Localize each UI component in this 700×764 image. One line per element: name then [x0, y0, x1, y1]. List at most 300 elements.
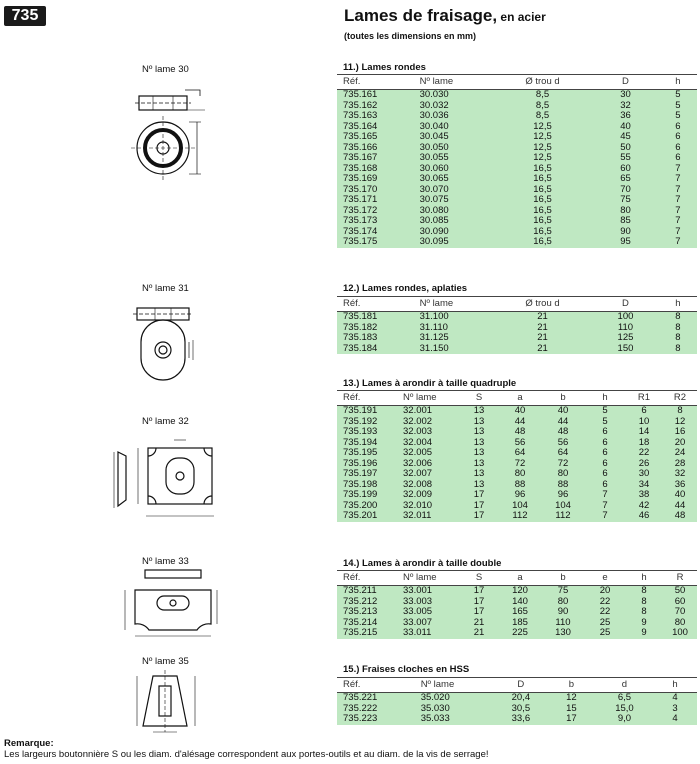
- table-cell: 104: [499, 501, 541, 512]
- table-cell: 16: [663, 427, 697, 438]
- table-row: [337, 153, 697, 164]
- table-cell: 30.085: [414, 216, 493, 227]
- table-cell: 32: [592, 101, 658, 112]
- table-cell: 72: [541, 459, 585, 470]
- column-header: D: [495, 678, 547, 693]
- table-cell: 4: [653, 714, 697, 725]
- table-cell: 22: [625, 448, 663, 459]
- table-cell: 32.008: [397, 480, 459, 491]
- table-cell: 100: [592, 312, 658, 323]
- table-cell: 45: [592, 132, 658, 143]
- table-cell: 32.006: [397, 459, 459, 470]
- table-cell: 735.199: [337, 490, 397, 501]
- table-row: [337, 227, 697, 238]
- table-cell: 735.194: [337, 438, 397, 449]
- table-row: [337, 628, 697, 639]
- table-cell: 38: [625, 490, 663, 501]
- table-cell: 18: [625, 438, 663, 449]
- table-cell: 8: [659, 333, 697, 344]
- table-cell: 70: [663, 607, 697, 618]
- table-lames-rondes-aplaties: [337, 296, 697, 354]
- table-cell: 32.002: [397, 417, 459, 428]
- blade-31-drawing: [125, 296, 225, 382]
- table-cell: 21: [493, 333, 593, 344]
- table-row: [337, 323, 697, 334]
- column-header: b: [541, 391, 585, 406]
- column-header: Réf.: [337, 678, 415, 693]
- column-header: D: [592, 297, 658, 312]
- table-cell: 12: [547, 693, 596, 704]
- table-cell: 48: [663, 511, 697, 522]
- table-row: [337, 143, 697, 154]
- column-header: Réf.: [337, 297, 414, 312]
- table-header-row: [337, 75, 697, 90]
- table-cell: 735.192: [337, 417, 397, 428]
- table-cell: 35.020: [415, 693, 495, 704]
- figure-label-30: Nº lame 30: [142, 64, 189, 75]
- table-cell: 735.213: [337, 607, 397, 618]
- table-cell: 80: [541, 597, 585, 608]
- column-header: R2: [663, 391, 697, 406]
- table-cell: 50: [592, 143, 658, 154]
- table-cell: 80: [541, 469, 585, 480]
- table-cell: 185: [499, 618, 541, 629]
- table-cell: 28: [663, 459, 697, 470]
- table-row: [337, 185, 697, 196]
- table-cell: 5: [659, 101, 697, 112]
- table-cell: 31.150: [414, 344, 493, 355]
- table-cell: 6: [585, 480, 625, 491]
- table-header-row: [337, 391, 697, 406]
- table-cell: 6: [585, 459, 625, 470]
- table-cell: 8: [659, 344, 697, 355]
- remark: [4, 738, 489, 760]
- table-cell: 30.045: [414, 132, 493, 143]
- column-header: h: [653, 678, 697, 693]
- table-cell: 7: [659, 227, 697, 238]
- section-title-14: 14.) Lames à arondir à taille double: [343, 558, 502, 569]
- table-cell: 8: [659, 312, 697, 323]
- table-cell: 21: [493, 312, 593, 323]
- table-cell: 30.060: [414, 164, 493, 175]
- column-header: h: [585, 391, 625, 406]
- table-cell: 20,4: [495, 693, 547, 704]
- title-suffix: en acier: [497, 10, 546, 24]
- table-cell: 104: [541, 501, 585, 512]
- table-cell: 5: [659, 90, 697, 101]
- blade-33-drawing: [115, 568, 225, 638]
- column-header: D: [592, 75, 658, 90]
- table-cell: 30,5: [495, 704, 547, 715]
- table-cell: 4: [653, 693, 697, 704]
- column-header: h: [659, 75, 697, 90]
- table-cell: 33.001: [397, 586, 459, 597]
- table-cell: 64: [499, 448, 541, 459]
- table-cell: 6: [585, 427, 625, 438]
- table-cell: 7: [659, 164, 697, 175]
- column-header: Réf.: [337, 75, 414, 90]
- table-cell: 8: [625, 586, 663, 597]
- table-cell: 22: [585, 597, 625, 608]
- table-cell: 42: [625, 501, 663, 512]
- table-cell: 735.223: [337, 714, 415, 725]
- table-cell: 48: [541, 427, 585, 438]
- table-cell: 56: [541, 438, 585, 449]
- table-cell: 32.003: [397, 427, 459, 438]
- table-cell: 44: [663, 501, 697, 512]
- table-cell: 25: [585, 628, 625, 639]
- table-cell: 8: [625, 607, 663, 618]
- table-cell: 32.005: [397, 448, 459, 459]
- table-cell: 10: [625, 417, 663, 428]
- table-row: [337, 164, 697, 175]
- table-cell: 50: [663, 586, 697, 597]
- table-lames-quadruple: [337, 390, 697, 522]
- table-row: [337, 714, 697, 725]
- table-cell: 40: [592, 122, 658, 133]
- table-cell: 30.095: [414, 237, 493, 248]
- table-header-row: [337, 297, 697, 312]
- table-cell: 8,5: [493, 111, 593, 122]
- section-title-11: 11.) Lames rondes: [343, 62, 426, 73]
- table-cell: 735.175: [337, 237, 414, 248]
- table-cell: 35.030: [415, 704, 495, 715]
- table-cell: 80: [663, 618, 697, 629]
- table-cell: 96: [499, 490, 541, 501]
- table-fraises-cloches: [337, 677, 697, 725]
- table-cell: 14: [625, 427, 663, 438]
- figure-label-31: Nº lame 31: [142, 283, 189, 294]
- column-header: a: [499, 571, 541, 586]
- table-row: [337, 427, 697, 438]
- column-header: R: [663, 571, 697, 586]
- table-cell: 48: [499, 427, 541, 438]
- table-cell: 735.165: [337, 132, 414, 143]
- table-cell: 30.040: [414, 122, 493, 133]
- table-cell: 6: [659, 153, 697, 164]
- table-cell: 75: [541, 586, 585, 597]
- table-cell: 17: [459, 501, 499, 512]
- table-cell: 110: [541, 618, 585, 629]
- table-cell: 12,5: [493, 143, 593, 154]
- table-cell: 90: [541, 607, 585, 618]
- table-cell: 20: [663, 438, 697, 449]
- table-cell: 17: [459, 586, 499, 597]
- table-cell: 30: [625, 469, 663, 480]
- table-cell: 16,5: [493, 185, 593, 196]
- column-header: S: [459, 571, 499, 586]
- table-cell: 80: [499, 469, 541, 480]
- table-cell: 7: [585, 511, 625, 522]
- table-cell: 6: [659, 122, 697, 133]
- table-cell: 735.173: [337, 216, 414, 227]
- table-cell: 32.010: [397, 501, 459, 512]
- column-header: Nº lame: [415, 678, 495, 693]
- remark-text: Les largeurs boutonnière S ou les diam. d'alésage correspondent aux portes-outils et au diam. de la vis de serrage!: [4, 749, 489, 760]
- table-row: [337, 344, 697, 355]
- table-cell: 33,6: [495, 714, 547, 725]
- table-cell: 150: [592, 344, 658, 355]
- column-header: Ø trou d: [493, 297, 593, 312]
- table-cell: 13: [459, 459, 499, 470]
- table-cell: 30.070: [414, 185, 493, 196]
- table-cell: 72: [499, 459, 541, 470]
- table-cell: 16,5: [493, 216, 593, 227]
- table-cell: 6: [585, 448, 625, 459]
- table-cell: 20: [585, 586, 625, 597]
- table-row: [337, 333, 697, 344]
- table-cell: 5: [659, 111, 697, 122]
- table-cell: 17: [459, 607, 499, 618]
- table-cell: 40: [541, 406, 585, 417]
- column-header: Nº lame: [397, 571, 459, 586]
- table-cell: 7: [659, 185, 697, 196]
- table-cell: 100: [663, 628, 697, 639]
- table-cell: 33.005: [397, 607, 459, 618]
- table-cell: 735.171: [337, 195, 414, 206]
- table-row: [337, 206, 697, 217]
- table-cell: 140: [499, 597, 541, 608]
- table-cell: 32.001: [397, 406, 459, 417]
- table-cell: 6,5: [596, 693, 653, 704]
- table-cell: 32.011: [397, 511, 459, 522]
- table-cell: 735.197: [337, 469, 397, 480]
- table-cell: 735.163: [337, 111, 414, 122]
- table-row: [337, 132, 697, 143]
- table-cell: 70: [592, 185, 658, 196]
- table-lames-double: [337, 570, 697, 639]
- table-header-row: [337, 571, 697, 586]
- page-number-badge: 735: [4, 6, 46, 26]
- table-cell: 735.193: [337, 427, 397, 438]
- table-lames-rondes: [337, 74, 697, 248]
- table-cell: 735.167: [337, 153, 414, 164]
- table-cell: 60: [592, 164, 658, 175]
- table-cell: 13: [459, 417, 499, 428]
- table-cell: 735.162: [337, 101, 414, 112]
- column-header: Réf.: [337, 391, 397, 406]
- table-cell: 16,5: [493, 174, 593, 185]
- table-cell: 735.198: [337, 480, 397, 491]
- table-cell: 7: [659, 195, 697, 206]
- section-title-15: 15.) Fraises cloches en HSS: [343, 664, 470, 675]
- table-cell: 735.221: [337, 693, 415, 704]
- blade-32-drawing: [110, 428, 222, 530]
- table-cell: 9,0: [596, 714, 653, 725]
- table-row: [337, 195, 697, 206]
- table-cell: 31.110: [414, 323, 493, 334]
- table-cell: 112: [499, 511, 541, 522]
- table-cell: 40: [499, 406, 541, 417]
- table-row: [337, 586, 697, 597]
- remark-label: Remarque:: [4, 738, 54, 749]
- section-title-13: 13.) Lames à arondir à taille quadruple: [343, 378, 517, 389]
- table-cell: 17: [547, 714, 596, 725]
- table-row: [337, 511, 697, 522]
- table-cell: 3: [653, 704, 697, 715]
- table-row: [337, 607, 697, 618]
- table-row: [337, 111, 697, 122]
- table-row: [337, 469, 697, 480]
- table-cell: 16,5: [493, 227, 593, 238]
- table-cell: 5: [585, 406, 625, 417]
- table-cell: 90: [592, 227, 658, 238]
- table-cell: 7: [659, 174, 697, 185]
- table-cell: 6: [585, 469, 625, 480]
- table-cell: 130: [541, 628, 585, 639]
- table-cell: 6: [659, 132, 697, 143]
- page-title: [344, 6, 546, 26]
- table-cell: 33.011: [397, 628, 459, 639]
- column-header: R1: [625, 391, 663, 406]
- table-cell: 64: [541, 448, 585, 459]
- column-header: h: [659, 297, 697, 312]
- page-subtitle: (toutes les dimensions en mm): [344, 31, 477, 41]
- table-cell: 7: [659, 237, 697, 248]
- table-cell: 31.125: [414, 333, 493, 344]
- column-header: e: [585, 571, 625, 586]
- table-cell: 13: [459, 406, 499, 417]
- section-title-12: 12.) Lames rondes, aplaties: [343, 283, 468, 294]
- table-cell: 735.196: [337, 459, 397, 470]
- table-cell: 7: [659, 206, 697, 217]
- table-cell: 12,5: [493, 132, 593, 143]
- table-cell: 5: [585, 417, 625, 428]
- table-cell: 12,5: [493, 153, 593, 164]
- table-cell: 33.007: [397, 618, 459, 629]
- table-cell: 96: [541, 490, 585, 501]
- table-cell: 735.211: [337, 586, 397, 597]
- figure-label-35: Nº lame 35: [142, 656, 189, 667]
- column-header: h: [625, 571, 663, 586]
- table-cell: 735.161: [337, 90, 414, 101]
- table-cell: 9: [625, 618, 663, 629]
- title-main: Lames de fraisage,: [344, 6, 498, 25]
- table-cell: 26: [625, 459, 663, 470]
- blade-30-drawing: [125, 76, 225, 186]
- table-cell: 75: [592, 195, 658, 206]
- column-header: Ø trou d: [493, 75, 593, 90]
- table-cell: 735.222: [337, 704, 415, 715]
- table-row: [337, 490, 697, 501]
- table-cell: 17: [459, 511, 499, 522]
- table-cell: 30.036: [414, 111, 493, 122]
- table-cell: 12: [663, 417, 697, 428]
- table-row: [337, 693, 697, 704]
- table-cell: 36: [663, 480, 697, 491]
- table-cell: 7: [659, 216, 697, 227]
- table-cell: 165: [499, 607, 541, 618]
- table-cell: 31.100: [414, 312, 493, 323]
- table-row: [337, 216, 697, 227]
- table-cell: 30.055: [414, 153, 493, 164]
- blade-35-drawing: [125, 668, 225, 736]
- table-cell: 13: [459, 448, 499, 459]
- table-cell: 8: [625, 597, 663, 608]
- table-cell: 735.184: [337, 344, 414, 355]
- table-cell: 30.080: [414, 206, 493, 217]
- table-cell: 735.164: [337, 122, 414, 133]
- column-header: Nº lame: [414, 297, 493, 312]
- table-cell: 30.065: [414, 174, 493, 185]
- table-row: [337, 122, 697, 133]
- table-cell: 80: [592, 206, 658, 217]
- table-cell: 6: [659, 143, 697, 154]
- table-cell: 60: [663, 597, 697, 608]
- table-cell: 110: [592, 323, 658, 334]
- table-cell: 30.090: [414, 227, 493, 238]
- table-cell: 735.201: [337, 511, 397, 522]
- table-cell: 34: [625, 480, 663, 491]
- table-cell: 735.170: [337, 185, 414, 196]
- table-row: [337, 237, 697, 248]
- table-cell: 16,5: [493, 237, 593, 248]
- table-cell: 15,0: [596, 704, 653, 715]
- table-cell: 22: [585, 607, 625, 618]
- table-cell: 30.050: [414, 143, 493, 154]
- table-cell: 40: [663, 490, 697, 501]
- table-cell: 8,5: [493, 101, 593, 112]
- table-cell: 32.004: [397, 438, 459, 449]
- table-cell: 44: [499, 417, 541, 428]
- table-cell: 35.033: [415, 714, 495, 725]
- table-cell: 13: [459, 469, 499, 480]
- table-row: [337, 90, 697, 101]
- table-cell: 735.174: [337, 227, 414, 238]
- table-cell: 21: [459, 618, 499, 629]
- column-header: S: [459, 391, 499, 406]
- table-cell: 44: [541, 417, 585, 428]
- table-cell: 25: [585, 618, 625, 629]
- table-cell: 21: [459, 628, 499, 639]
- table-cell: 735.168: [337, 164, 414, 175]
- table-cell: 6: [625, 406, 663, 417]
- table-cell: 8,5: [493, 90, 593, 101]
- table-cell: 735.215: [337, 628, 397, 639]
- table-cell: 30.075: [414, 195, 493, 206]
- table-header-row: [337, 678, 697, 693]
- table-cell: 33.003: [397, 597, 459, 608]
- table-cell: 12,5: [493, 122, 593, 133]
- table-row: [337, 406, 697, 417]
- table-row: [337, 448, 697, 459]
- table-cell: 735.195: [337, 448, 397, 459]
- table-cell: 735.212: [337, 597, 397, 608]
- table-cell: 125: [592, 333, 658, 344]
- table-cell: 55: [592, 153, 658, 164]
- table-cell: 8: [663, 406, 697, 417]
- table-cell: 24: [663, 448, 697, 459]
- table-cell: 13: [459, 427, 499, 438]
- table-cell: 32.009: [397, 490, 459, 501]
- table-cell: 735.191: [337, 406, 397, 417]
- table-cell: 65: [592, 174, 658, 185]
- table-cell: 16,5: [493, 195, 593, 206]
- table-cell: 225: [499, 628, 541, 639]
- table-cell: 88: [499, 480, 541, 491]
- table-cell: 30.030: [414, 90, 493, 101]
- table-cell: 120: [499, 586, 541, 597]
- table-cell: 15: [547, 704, 596, 715]
- table-cell: 13: [459, 480, 499, 491]
- table-cell: 30: [592, 90, 658, 101]
- table-cell: 735.182: [337, 323, 414, 334]
- table-cell: 32.007: [397, 469, 459, 480]
- figure-label-33: Nº lame 33: [142, 556, 189, 567]
- column-header: Nº lame: [397, 391, 459, 406]
- table-cell: 735.169: [337, 174, 414, 185]
- column-header: d: [596, 678, 653, 693]
